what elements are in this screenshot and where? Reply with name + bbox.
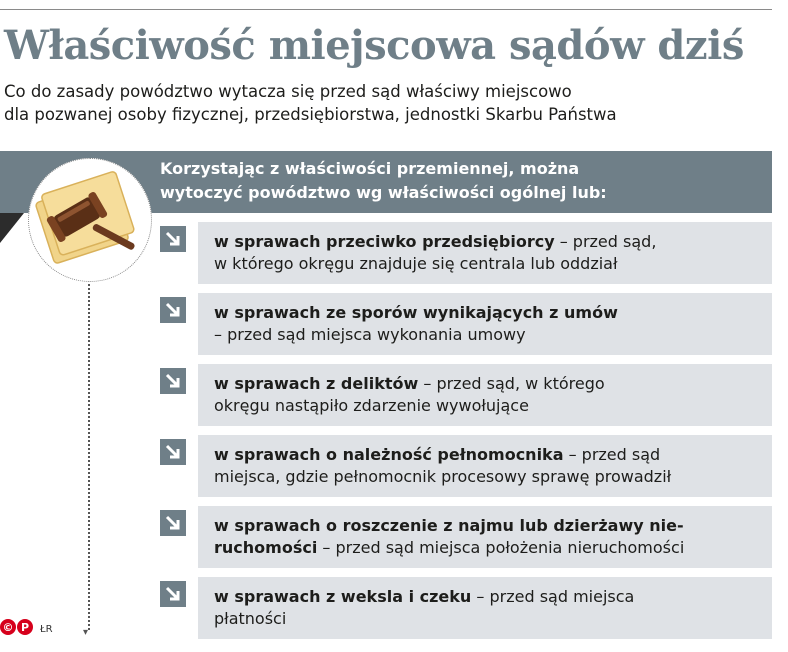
author-initials: ŁR [40,624,53,635]
header-line-2: wytoczyć powództwo wg właściwości ogólnej lub: [160,183,607,202]
item-rest: – przed sąd miejsca [471,587,635,606]
list-item [160,293,772,355]
gavel-icon [29,159,151,281]
subtitle-line-1: Co do zasady powództwo wytacza się przed sąd właściwy miejscowo [4,82,572,101]
subtitle [4,80,617,126]
page-title: Właściwość miejscowa sądów dziś [4,22,744,69]
item-box [198,577,772,639]
item-box [198,293,772,355]
corner-triangle [0,213,24,243]
item-rest: – przed sąd, [554,232,657,251]
item-line-2: płatności [214,609,287,628]
item-box [198,506,772,568]
item-rest: – przed sąd, w którego [418,374,605,393]
arrow-down-right-icon [160,581,186,607]
arrow-down-right-icon [160,297,186,323]
item-line-2: w którego okręgu znajduje się centrala lub oddział [214,254,618,273]
copyright-logo-icon: © [0,619,16,635]
item-bold: w sprawach o roszczenie z najmu lub dzierżawy nie- [214,516,684,535]
header-line-1: Korzystając z właściwości przemiennej, można [160,159,580,178]
item-box [198,364,772,426]
item-line-2: – przed sąd miejsca wykonania umowy [214,325,526,344]
illustration-circle [28,158,152,282]
item-rest: – przed sąd [563,445,661,464]
item-bold: w sprawach z deliktów [214,374,419,393]
item-bold: w sprawach ze sporów wynikających z umów [214,303,618,322]
list-item [160,577,772,639]
header-text [160,157,607,205]
item-box [198,435,772,497]
arrow-down-right-icon [160,510,186,536]
top-rule [0,9,772,10]
publisher-p-logo-icon: P [17,619,33,635]
item-bold: w sprawach o należność pełnomocnika [214,445,564,464]
item-box [198,222,772,284]
item-bold: w sprawach przeciwko przedsiębiorcy [214,232,555,251]
arrow-down-right-icon [160,226,186,252]
list-item [160,506,772,568]
item-line-2-bold: ruchomości [214,538,318,557]
list-item [160,222,772,284]
arrow-down-right-icon [160,368,186,394]
publisher-logo [0,619,33,635]
item-line-2: okręgu nastąpiło zdarzenie wywołujące [214,396,529,415]
item-line-2: miejsca, gdzie pełnomocnik procesowy sprawę prowadził [214,467,672,486]
subtitle-line-2: dla pozwanej osoby fizycznej, przedsiębiorstwa, jednostki Skarbu Państwa [4,105,617,124]
list-item [160,435,772,497]
list-item [160,364,772,426]
item-bold: w sprawach z weksla i czeku [214,587,472,606]
arrow-down-right-icon [160,439,186,465]
dotted-connector [88,272,90,630]
connector-arrow-icon: ▾ [83,627,89,638]
item-line-2: – przed sąd miejsca położenia nieruchomości [317,538,685,557]
